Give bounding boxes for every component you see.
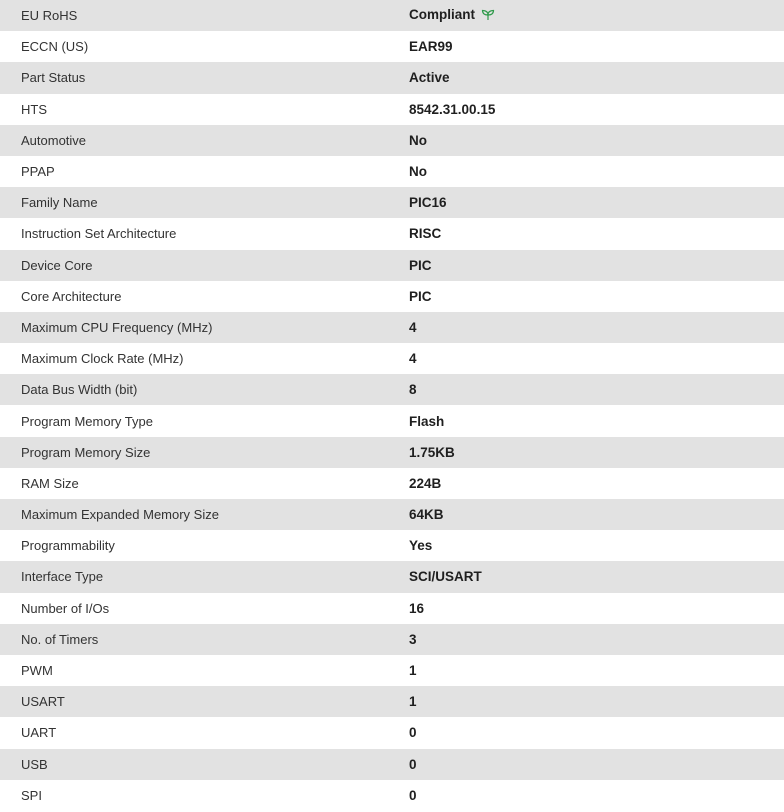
table-row (0, 31, 784, 62)
spec-label: Interface Type (21, 569, 104, 585)
spec-label: No. of Timers (21, 631, 99, 647)
spec-value: Yes (409, 538, 433, 554)
spec-value: 8542.31.00.15 (409, 101, 496, 117)
table-row (0, 561, 784, 592)
spec-label: Core Architecture (21, 288, 122, 304)
spec-value: EAR99 (409, 39, 453, 55)
table-row (0, 780, 784, 811)
table-row (0, 343, 784, 374)
spec-value: No (409, 164, 427, 180)
spec-label: Automotive (21, 132, 87, 148)
spec-value: Active (409, 70, 450, 86)
spec-value: 8 (409, 382, 417, 398)
spec-label: Family Name (21, 195, 98, 211)
spec-value: 0 (409, 787, 417, 803)
spec-value: PIC16 (409, 195, 447, 211)
spec-value: PIC (409, 257, 432, 273)
spec-label: Programmability (21, 538, 115, 554)
spec-label: PPAP (21, 164, 55, 180)
spec-label: Device Core (21, 257, 93, 273)
spec-value: 0 (409, 725, 417, 741)
table-row (0, 749, 784, 780)
spec-value: 1 (409, 663, 417, 679)
spec-value: 224B (409, 475, 442, 491)
spec-value: SCI/USART (409, 569, 482, 585)
spec-label: Maximum Clock Rate (MHz) (21, 351, 184, 367)
table-row (0, 374, 784, 405)
table-row (0, 312, 784, 343)
spec-label: UART (21, 725, 57, 741)
table-row (0, 125, 784, 156)
spec-value: No (409, 132, 427, 148)
spec-value: 16 (409, 600, 425, 616)
spec-value: 0 (409, 756, 417, 772)
table-row (0, 62, 784, 93)
spec-label: Number of I/Os (21, 600, 110, 616)
table-row (0, 530, 784, 561)
spec-label: Maximum Expanded Memory Size (21, 507, 219, 523)
table-row (0, 499, 784, 530)
spec-label: USB (21, 756, 48, 772)
table-row (0, 437, 784, 468)
spec-value-cell (396, 0, 784, 31)
table-row (0, 405, 784, 436)
spec-label: Data Bus Width (bit) (21, 382, 138, 398)
spec-value: Flash (409, 413, 445, 429)
spec-value: 1 (409, 694, 417, 710)
table-row (0, 717, 784, 748)
table-row (0, 156, 784, 187)
spec-value: 4 (409, 351, 417, 367)
table-row (0, 250, 784, 281)
spec-label: PWM (21, 663, 53, 679)
spec-label: RAM Size (21, 475, 79, 491)
spec-label: Maximum CPU Frequency (MHz) (21, 319, 213, 335)
table-row (0, 218, 784, 249)
spec-value: 4 (409, 319, 417, 335)
spec-value: Compliant (409, 7, 475, 23)
table-row (0, 281, 784, 312)
spec-label: SPI (21, 787, 42, 803)
table-row (0, 0, 784, 31)
table-row (0, 686, 784, 717)
spec-label: Program Memory Size (21, 444, 151, 460)
spec-label: EU RoHS (21, 8, 78, 24)
spec-label: Part Status (21, 70, 86, 86)
spec-value: PIC (409, 288, 432, 304)
spec-value: 64KB (409, 507, 444, 523)
spec-label: HTS (21, 101, 47, 117)
table-row (0, 593, 784, 624)
leaf-icon (481, 9, 495, 24)
spec-value: 1.75KB (409, 444, 455, 460)
table-row (0, 468, 784, 499)
table-row (0, 94, 784, 125)
spec-value: 3 (409, 631, 417, 647)
spec-value: RISC (409, 226, 442, 242)
table-row (0, 624, 784, 655)
spec-label: Instruction Set Architecture (21, 226, 177, 242)
spec-label: Program Memory Type (21, 413, 153, 429)
table-row (0, 655, 784, 686)
table-row (0, 187, 784, 218)
spec-label: ECCN (US) (21, 39, 89, 55)
spec-label: USART (21, 694, 65, 710)
